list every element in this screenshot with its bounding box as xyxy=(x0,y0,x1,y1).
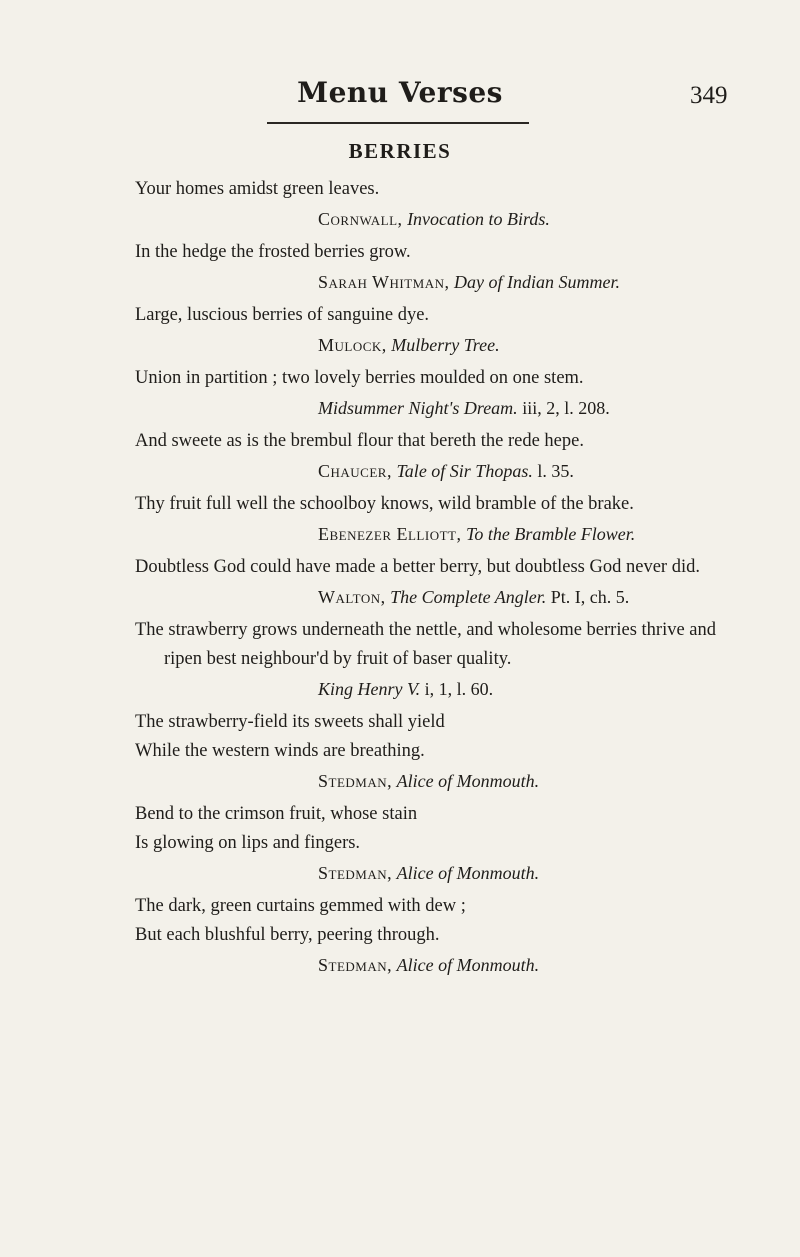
quotation-line: Is glowing on lips and fingers. xyxy=(135,833,361,853)
section-title: BERRIES xyxy=(348,139,452,163)
attribution-author: Ebenezer Elliott, xyxy=(318,524,462,544)
page-number: 349 xyxy=(690,82,728,109)
quotation-text xyxy=(135,616,745,674)
quotation-text xyxy=(135,553,745,582)
running-head-title: Menu Verses xyxy=(297,76,503,109)
attribution-work: King Henry V. xyxy=(318,679,421,699)
attribution-author: Stedman, xyxy=(318,771,393,791)
attribution-author: Walton, xyxy=(318,587,386,607)
quotation-line: Large, luscious berries of sanguine dye. xyxy=(135,305,430,325)
attribution-work: To the Bramble Flower. xyxy=(465,524,636,544)
quotation-entry xyxy=(135,708,745,796)
attribution xyxy=(135,393,745,423)
attribution-author: Sarah Whitman, xyxy=(318,272,450,292)
quotation-entry xyxy=(135,238,745,297)
attribution-work: Midsummer Night's Dream. xyxy=(318,398,518,418)
quotation-entry xyxy=(135,490,745,549)
attribution-work: The Complete Angler. xyxy=(390,587,547,607)
quotation-entry xyxy=(135,427,745,486)
attribution xyxy=(135,204,745,234)
quotation-line: While the western winds are breathing. xyxy=(135,741,425,761)
attribution-author: Chaucer, xyxy=(318,461,392,481)
attribution xyxy=(135,950,745,980)
quotation-line: Bend to the crimson fruit, whose stain xyxy=(135,804,418,824)
quotation-line: But each blushful berry, peering through. xyxy=(135,925,440,945)
quotation-text xyxy=(135,708,745,766)
quotation-text xyxy=(135,364,745,393)
quotation-line: In the hedge the frosted berries grow. xyxy=(135,242,411,262)
quotation-line: The strawberry grows underneath the nettle, and wholesome berries thrive and ripen best neighbour'd by fruit of baser quality. xyxy=(135,620,717,669)
attribution-work: Invocation to Birds. xyxy=(407,209,550,229)
quotation-entry xyxy=(135,553,745,612)
quotation-line: The dark, green curtains gemmed with dew ; xyxy=(135,896,466,916)
quotation-entry xyxy=(135,364,745,423)
quotation-entry xyxy=(135,616,745,704)
attribution-work: Alice of Monmouth. xyxy=(396,955,540,975)
attribution xyxy=(135,858,745,888)
quotation-text xyxy=(135,301,745,330)
quotation-entry xyxy=(135,892,745,980)
attribution-work: Mulberry Tree. xyxy=(391,335,500,355)
attribution xyxy=(135,267,745,297)
quotation-line: Thy fruit full well the schoolboy knows, wild bramble of the brake. xyxy=(135,494,634,514)
attribution-reference: iii, 2, l. 208. xyxy=(522,398,610,418)
quotation-list xyxy=(135,175,745,984)
quotation-entry xyxy=(135,800,745,888)
quotation-line: And sweete as is the brembul flour that bereth the rede hepe. xyxy=(135,431,584,451)
attribution-reference: l. 35. xyxy=(537,461,574,481)
quotation-text xyxy=(135,800,745,858)
attribution-work: Day of Indian Summer. xyxy=(454,272,620,292)
quotation-text xyxy=(135,490,745,519)
attribution-reference: i, 1, l. 60. xyxy=(424,679,494,699)
attribution xyxy=(135,456,745,486)
attribution-author: Stedman, xyxy=(318,955,393,975)
attribution-work: Alice of Monmouth. xyxy=(396,771,540,791)
attribution-author: Cornwall, xyxy=(318,209,403,229)
attribution xyxy=(135,330,745,360)
attribution-work: Alice of Monmouth. xyxy=(396,863,540,883)
attribution-work: Tale of Sir Thopas. xyxy=(396,461,533,481)
attribution xyxy=(135,674,745,704)
attribution xyxy=(135,519,745,549)
attribution-reference: Pt. I, ch. 5. xyxy=(550,587,630,607)
quotation-entry xyxy=(135,301,745,360)
quotation-line: Union in partition ; two lovely berries moulded on one stem. xyxy=(135,368,584,388)
attribution-author: Mulock, xyxy=(318,335,387,355)
attribution xyxy=(135,766,745,796)
attribution-author: Stedman, xyxy=(318,863,393,883)
attribution xyxy=(135,582,745,612)
quotation-entry xyxy=(135,175,745,234)
quotation-line: Your homes amidst green leaves. xyxy=(135,179,380,199)
quotation-text xyxy=(135,892,745,950)
quotation-text xyxy=(135,238,745,267)
header-rule xyxy=(267,122,529,124)
running-head xyxy=(200,76,600,109)
quotation-text xyxy=(135,427,745,456)
quotation-line: Doubtless God could have made a better berry, but doubtless God never did. xyxy=(135,557,700,577)
quotation-line: The strawberry-field its sweets shall yield xyxy=(135,712,445,732)
quotation-text xyxy=(135,175,745,204)
